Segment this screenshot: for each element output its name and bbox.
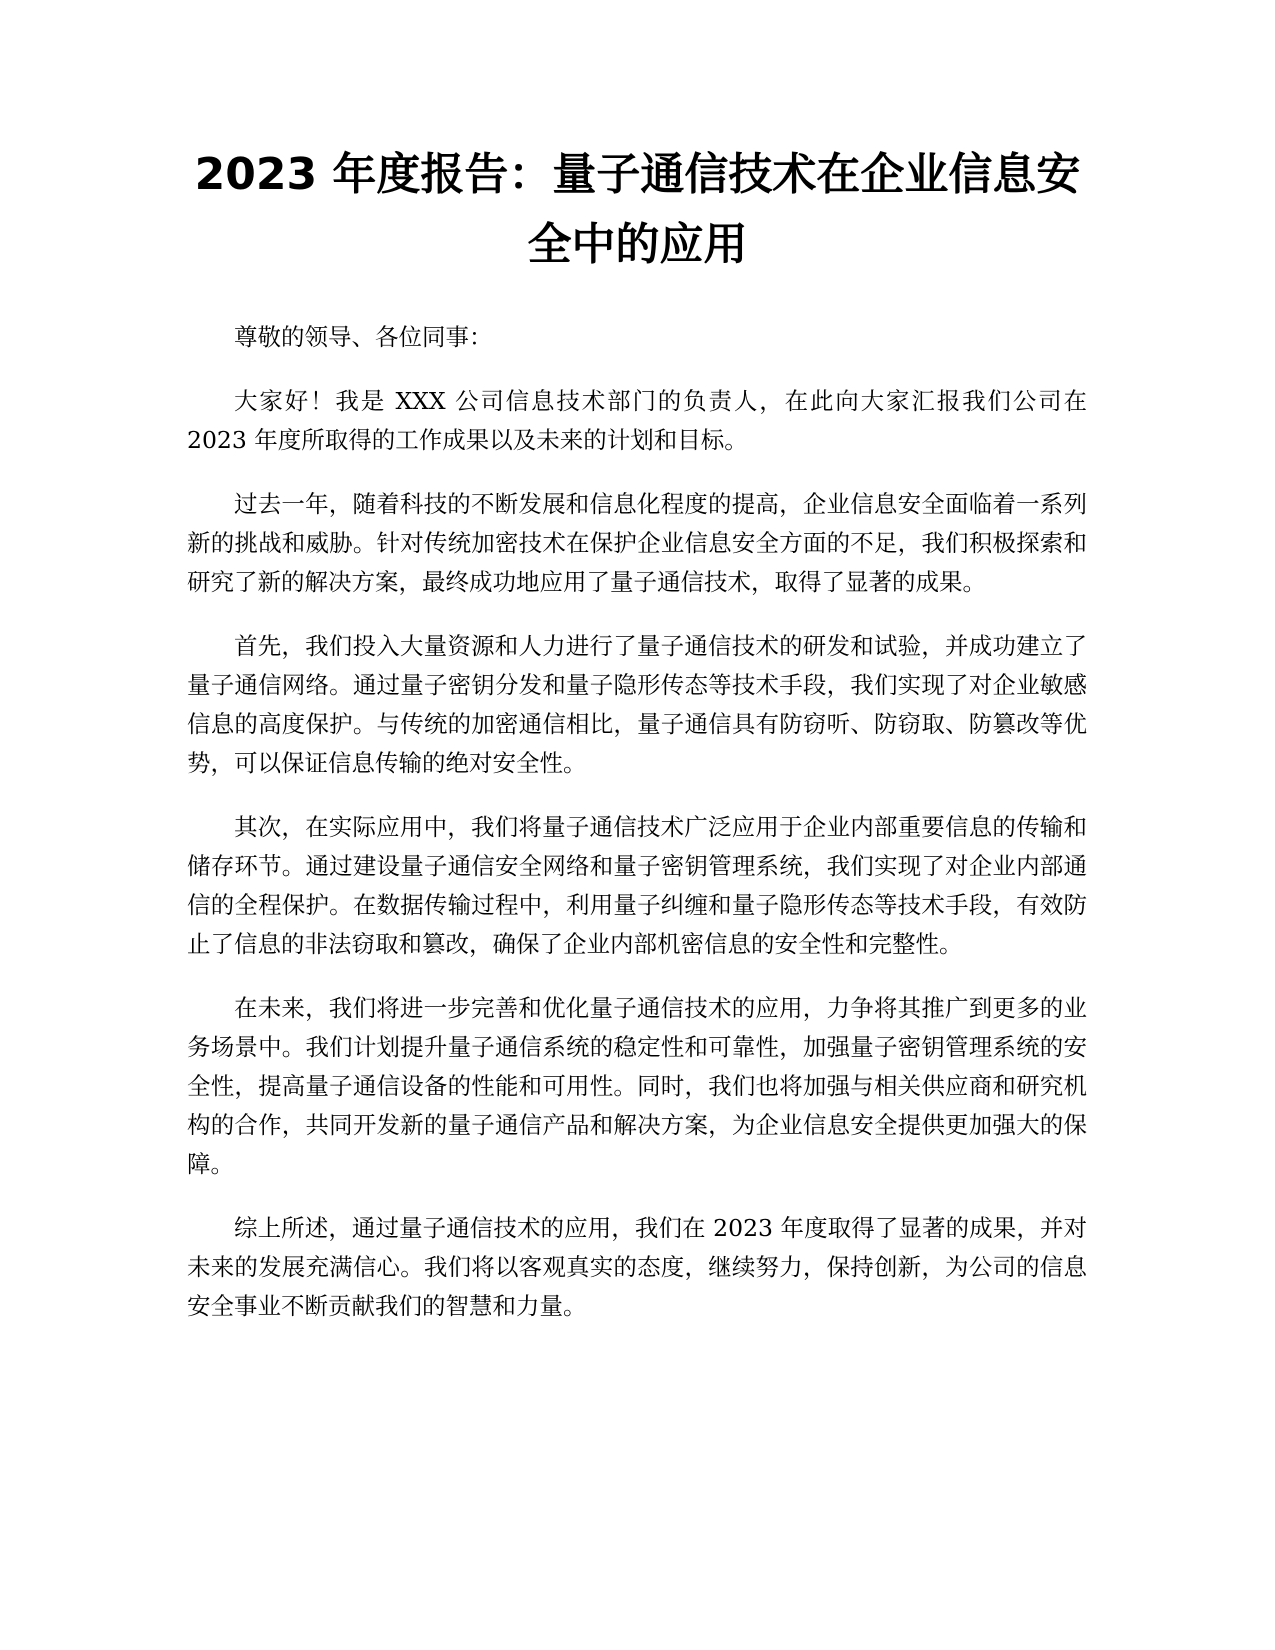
intro-paragraph: 大家好！我是 XXX 公司信息技术部门的负责人，在此向大家汇报我们公司在 2023 年度所取得的工作成果以及未来的计划和目标。 <box>187 387 1087 454</box>
future-plan-paragraph: 在未来，我们将进一步完善和优化量子通信技术的应用，力争将其推广到更多的业务场景中。我们计划提升量子通信系统的稳定性和可靠性，加强量子密钥管理系统的安全性，提高量子通信设备的性能和可用性。同时，我们也将加强与相关供应商和研究机构的合作，共同开发新的量子通信产品和解决方案，为企业信息安全提供更加强大的保障。 <box>187 994 1087 1178</box>
title-line-1: 2023 年度报告：量子通信技术在企业信息安 <box>194 149 1081 200</box>
conclusion-paragraph: 综上所述，通过量子通信技术的应用，我们在 2023 年度取得了显著的成果，并对未来的发展充满信心。我们将以客观真实的态度，继续努力，保持创新，为公司的信息安全事业不断贡献我们的智慧和力量。 <box>187 1214 1087 1320</box>
salutation-paragraph: 尊敬的领导、各位同事： <box>234 323 493 351</box>
first-point-paragraph: 首先，我们投入大量资源和人力进行了量子通信技术的研发和试验，并成功建立了量子通信网络。通过量子密钥分发和量子隐形传态等技术手段，我们实现了对企业敏感信息的高度保护。与传统的加密通信相比，量子通信具有防窃听、防窃取、防篡改等优势，可以保证信息传输的绝对安全性。 <box>187 632 1087 777</box>
second-point-paragraph: 其次，在实际应用中，我们将量子通信技术广泛应用于企业内部重要信息的传输和储存环节。通过建设量子通信安全网络和量子密钥管理系统，我们实现了对企业内部通信的全程保护。在数据传输过程中，利用量子纠缠和量子隐形传态等技术手段，有效防止了信息的非法窃取和篡改，确保了企业内部机密信息的安全性和完整性。 <box>187 813 1087 958</box>
background-paragraph: 过去一年，随着科技的不断发展和信息化程度的提高，企业信息安全面临着一系列新的挑战和威胁。针对传统加密技术在保护企业信息安全方面的不足，我们积极探索和研究了新的解决方案，最终成功地应用了量子通信技术，取得了显著的成果。 <box>187 490 1087 596</box>
document-title <box>170 140 1105 280</box>
title-line-2: 全中的应用 <box>527 219 748 270</box>
document-body <box>187 318 1087 1351</box>
